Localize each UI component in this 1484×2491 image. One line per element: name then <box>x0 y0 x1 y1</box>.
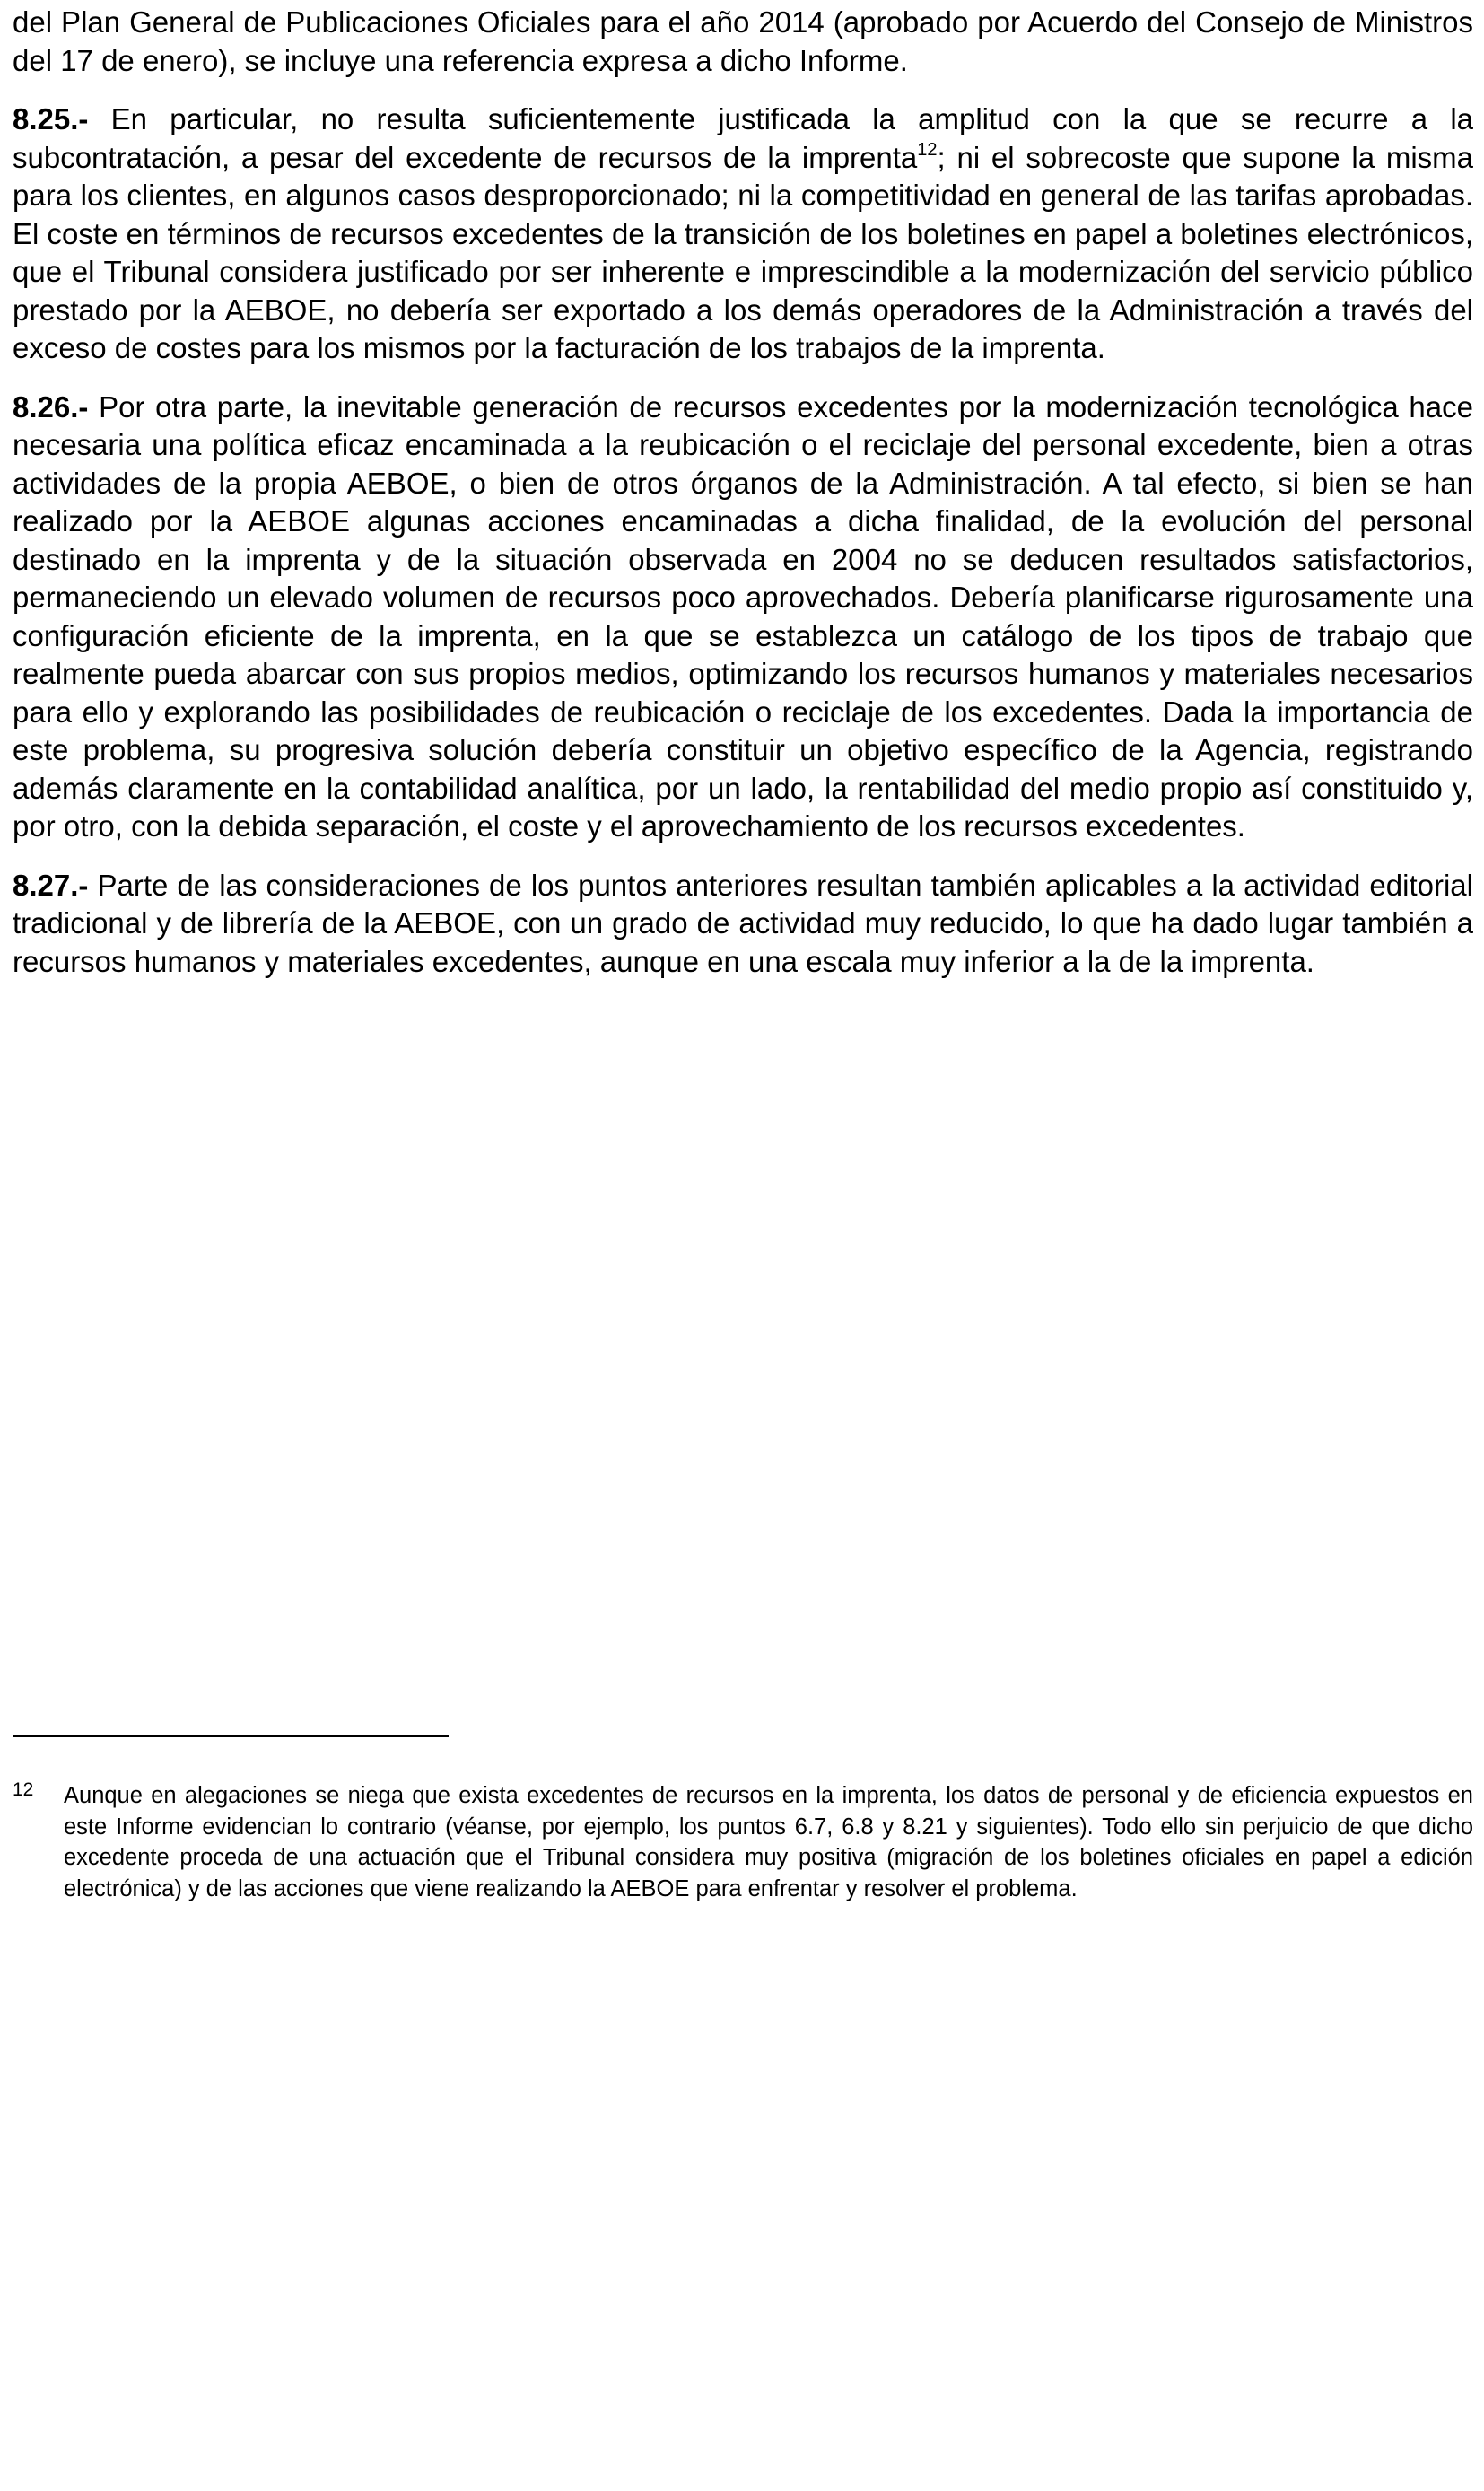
paragraph-8-26 <box>13 389 1473 846</box>
paragraph-text: ; ni el sobrecoste que supone la misma para los clientes, en algunos casos desproporcionado; ni la competitividad en general de las tarifas aprobadas. El coste en términos de recursos excedentes de la transición de los boletines en papel a boletines electrónicos, que el Tribunal considera justificado por ser inherente e imprescindible a la modernización del servicio público prestado por la AEBOE, no debería ser exportado a los demás operadores de la Administración a través del exceso de costes para los mismos por la facturación de los trabajos de la imprenta. <box>13 140 1474 364</box>
paragraph-number: 8.26.- <box>13 389 89 424</box>
paragraph-text: En particular, no resulta suficientemente justificada la amplitud con la que se recurre a la subcontratación, a pesar del excedente de recursos de la imprenta <box>13 102 1473 174</box>
footnote-divider <box>13 1735 449 1737</box>
paragraph-text: Parte de las consideraciones de los puntos anteriores resultan también aplicables a la actividad editorial tradicional y de librería de la AEBOE, con un grado de actividad muy reducido, lo que ha dado lugar también a recursos humanos y materiales excedentes, aunque en una escala muy inferior a la de la imprenta. <box>13 868 1473 978</box>
body-text <box>13 4 1473 1001</box>
paragraph-text: del Plan General de Publicaciones Oficiales para el año 2014 (aprobado por Acuerdo del Consejo de Ministros del 17 de enero), se incluye una referencia expresa a dicho Informe. <box>13 5 1473 77</box>
paragraph-number: 8.25.- <box>13 102 89 135</box>
footnote-text: Aunque en alegaciones se niega que exista excedentes de recursos en la imprenta, los datos de personal y de eficiencia expuestos en este Informe evidencian lo contrario (véanse, por ejemplo, los puntos 6.7, 6.8 y 8.21 y siguientes). Todo ello sin perjuicio de que dicho excedente proceda de una actuación que el Tribunal considera muy positiva (migración de los boletines oficiales en papel a edición electrónica) y de las acciones que viene realizando la AEBOE para enfrentar y resolver el problema. <box>64 1783 1473 1901</box>
footnote <box>13 1780 1473 1904</box>
paragraph-number: 8.27.- <box>13 868 89 902</box>
footnote-reference[interactable]: 12 <box>917 139 938 160</box>
paragraph-8-25 <box>13 101 1473 368</box>
paragraph-8-27 <box>13 867 1473 982</box>
paragraph-continuation <box>13 4 1473 80</box>
paragraph-text: Por otra parte, la inevitable generación de recursos excedentes por la modernización tecnológica hace necesaria una política eficaz encaminada a la reubicación o el reciclaje del personal excedente, bien a otras actividades de la propia AEBOE, o bien de otros órganos de la Administración. A tal efecto, si bien se han realizado por la AEBOE algunas acciones encaminadas a dicha finalidad, de la evolución del personal destinado en la imprenta y de la situación observada en 2004 no se deducen resultados satisfactorios, permaneciendo un elevado volumen de recursos poco aprovechados. Debería planificarse rigurosamente una configuración eficiente de la imprenta, en la que se establezca un catálogo de los tipos de trabajo que realmente pueda abarcar con sus propios medios, optimizando los recursos humanos y materiales necesarios para ello y explorando las posibilidades de reubicación o reciclaje de los excedentes. Dada la importancia de este problema, su progresiva solución debería constituir un objetivo específico de la Agencia, registrando además claramente en la contabilidad analítica, por un lado, la rentabilidad del medio propio así constituido y, por otro, con la debida separación, el coste y el aprovechamiento de los recursos excedentes. <box>13 389 1473 843</box>
footnote-marker: 12 <box>13 1779 34 1800</box>
